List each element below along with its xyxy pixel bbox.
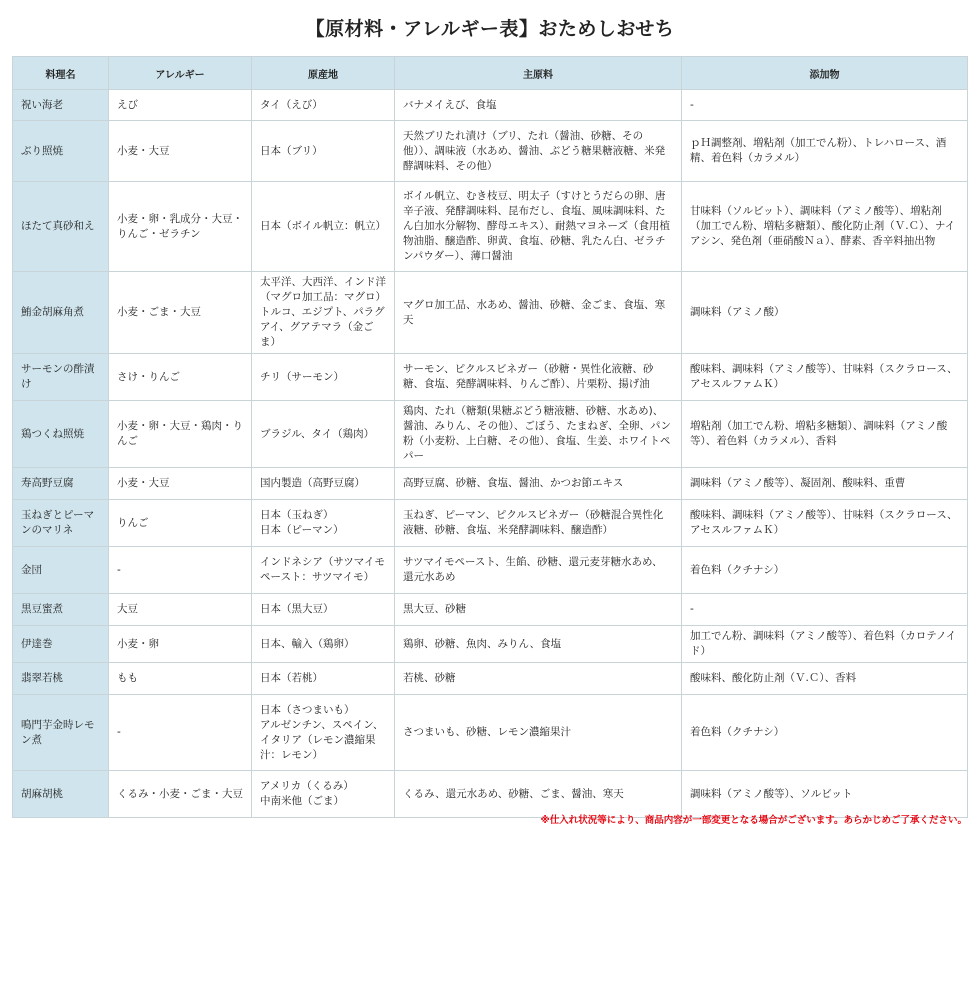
allergy-cell: - (109, 547, 252, 594)
table-row (13, 626, 968, 663)
ingredients-cell: ボイル帆立、むき枝豆、明太子（すけとうだらの卵、唐辛子液、発酵調味料、昆布だし、食塩、風味調味料、たん白加水分解物、酵母エキス）、耐熱マヨネーズ（食用植物油脂、醸造酢、卵黄、食塩、砂糖、乳たん白、ゼラチンパウダー）、薄口醤油 (395, 182, 682, 272)
header-allergy: アレルギー (109, 57, 252, 90)
ingredients-cell: くるみ、還元水あめ、砂糖、ごま、醤油、寒天 (395, 771, 682, 818)
additives-cell: 増粘剤（加工でん粉、増粘多糖類）、調味料（アミノ酸等）、着色料（カラメル）、香料 (682, 401, 968, 468)
dish-name-cell: 鳴門芋金時レモン煮 (13, 695, 109, 771)
allergen-table (12, 56, 968, 818)
additives-cell: 着色料（クチナシ） (682, 547, 968, 594)
ingredients-cell: 玉ねぎ、ピーマン、ピクルスビネガー（砂糖混合異性化液糖、砂糖、食塩、米発酵調味料、醸造酢） (395, 500, 682, 547)
allergy-cell: 小麦・大豆 (109, 468, 252, 500)
additives-cell: ｐＨ調整剤、増粘剤（加工でん粉）、トレハロース、酒精、着色料（カラメル） (682, 121, 968, 182)
allergy-cell: えび (109, 90, 252, 121)
additives-cell: 調味料（アミノ酸） (682, 272, 968, 354)
table-row (13, 90, 968, 121)
allergy-cell: くるみ・小麦・ごま・大豆 (109, 771, 252, 818)
ingredients-cell: サツマイモペースト、生餡、砂糖、還元麦芽糖水あめ、還元水あめ (395, 547, 682, 594)
dish-name-cell: サーモンの酢漬け (13, 354, 109, 401)
additives-cell: 酸味料、調味料（アミノ酸等）、甘味料（スクラロース、アセスルファムＫ） (682, 500, 968, 547)
additives-cell: - (682, 90, 968, 121)
header-origin: 原産地 (252, 57, 395, 90)
additives-cell: 着色料（クチナシ） (682, 695, 968, 771)
table-row (13, 401, 968, 468)
dish-name-cell: ほたて真砂和え (13, 182, 109, 272)
dish-name-cell: 伊達巻 (13, 626, 109, 663)
dish-name-cell: 胡麻胡桃 (13, 771, 109, 818)
dish-name-cell: 翡翠若桃 (13, 663, 109, 695)
allergy-cell: 小麦・卵 (109, 626, 252, 663)
table-row (13, 121, 968, 182)
ingredients-cell: 鶏卵、砂糖、魚肉、みりん、食塩 (395, 626, 682, 663)
origin-cell: 日本（さつまいも） アルゼンチン、スペイン、イタリア（レモン濃縮果汁：レモン） (252, 695, 395, 771)
dish-name-cell: 鮪金胡麻角煮 (13, 272, 109, 354)
origin-cell: 日本、輸入（鶏卵） (252, 626, 395, 663)
origin-cell: 日本（若桃） (252, 663, 395, 695)
table-row (13, 468, 968, 500)
ingredients-cell: さつまいも、砂糖、レモン濃縮果汁 (395, 695, 682, 771)
table-row (13, 500, 968, 547)
dish-name-cell: ぶり照焼 (13, 121, 109, 182)
dish-name-cell: 黒豆蜜煮 (13, 594, 109, 626)
ingredients-cell: バナメイえび、食塩 (395, 90, 682, 121)
table-row (13, 695, 968, 771)
ingredients-cell: 黒大豆、砂糖 (395, 594, 682, 626)
allergy-cell: もも (109, 663, 252, 695)
dish-name-cell: 寿高野豆腐 (13, 468, 109, 500)
allergy-cell: - (109, 695, 252, 771)
dish-name-cell: 祝い海老 (13, 90, 109, 121)
table-row (13, 272, 968, 354)
additives-cell: 甘味料（ソルビット）、調味料（アミノ酸等）、増粘剤（加工でん粉、増粘多糖類）、酸化防止剤（Ｖ.Ｃ）、ナイアシン、発色剤（亜硝酸Ｎａ）、酵素、香辛料抽出物 (682, 182, 968, 272)
table-row (13, 182, 968, 272)
header-additives: 添加物 (682, 57, 968, 90)
additives-cell: 加工でん粉、調味料（アミノ酸等）、着色料（カロテノイド） (682, 626, 968, 663)
allergy-cell: 小麦・ごま・大豆 (109, 272, 252, 354)
table-header-row (13, 57, 968, 90)
header-dish-name: 料理名 (13, 57, 109, 90)
header-ingredients: 主原料 (395, 57, 682, 90)
origin-cell: 日本（ボイル帆立：帆立） (252, 182, 395, 272)
dish-name-cell: 鶏つくね照焼 (13, 401, 109, 468)
allergy-cell: さけ・りんご (109, 354, 252, 401)
origin-cell: チリ（サーモン） (252, 354, 395, 401)
origin-cell: タイ（えび） (252, 90, 395, 121)
table-row (13, 663, 968, 695)
table-row (13, 354, 968, 401)
origin-cell: 太平洋、大西洋、インド洋（マグロ加工品：マグロ）トルコ、エジプト、パラグアイ、グアテマラ（金ごま） (252, 272, 395, 354)
ingredients-cell: 若桃、砂糖 (395, 663, 682, 695)
additives-cell: 調味料（アミノ酸等）、凝固剤、酸味料、重曹 (682, 468, 968, 500)
additives-cell: - (682, 594, 968, 626)
additives-cell: 酸味料、調味料（アミノ酸等）、甘味料（スクラロース、アセスルファムＫ） (682, 354, 968, 401)
origin-cell: 日本（黒大豆） (252, 594, 395, 626)
allergy-cell: りんご (109, 500, 252, 547)
origin-cell: 国内製造（高野豆腐） (252, 468, 395, 500)
additives-cell: 酸味料、酸化防止剤（Ｖ.Ｃ）、香料 (682, 663, 968, 695)
table-row (13, 594, 968, 626)
origin-cell: インドネシア（サツマイモペースト：サツマイモ） (252, 547, 395, 594)
ingredients-cell: 鶏肉、たれ（糖類(果糖ぶどう糖液糖、砂糖、水あめ)、醤油、みりん、その他）、ごぼう、たまねぎ、全卵、パン粉（小麦粉、上白糖、その他）、食塩、生姜、ホワイトペパー (395, 401, 682, 468)
ingredients-cell: マグロ加工品、水あめ、醤油、砂糖、金ごま、食塩、寒天 (395, 272, 682, 354)
origin-cell: ブラジル、タイ（鶏肉） (252, 401, 395, 468)
allergy-cell: 小麦・卵・大豆・鶏肉・りんご (109, 401, 252, 468)
disclaimer-note: ※仕入れ状況等により、商品内容が一部変更となる場合がございます。あらかじめご了承ください。 (540, 815, 967, 826)
additives-cell: 調味料（アミノ酸等）、ソルビット (682, 771, 968, 818)
ingredients-cell: 天然ブリたれ漬け（ブリ、たれ（醤油、砂糖、その他））、調味液（水あめ、醤油、ぶどう糖果糖液糖、米発酵調味料、その他） (395, 121, 682, 182)
origin-cell: 日本（ブリ） (252, 121, 395, 182)
allergy-cell: 小麦・大豆 (109, 121, 252, 182)
allergy-cell: 大豆 (109, 594, 252, 626)
dish-name-cell: 玉ねぎとピーマンのマリネ (13, 500, 109, 547)
origin-cell: アメリカ（くるみ） 中南米他（ごま） (252, 771, 395, 818)
table-row (13, 771, 968, 818)
ingredients-cell: サーモン、ピクルスビネガー（砂糖・異性化液糖、砂糖、食塩、発酵調味料、りんご酢）、片栗粉、揚げ油 (395, 354, 682, 401)
dish-name-cell: 金団 (13, 547, 109, 594)
table-row (13, 547, 968, 594)
ingredients-cell: 高野豆腐、砂糖、食塩、醤油、かつお節エキス (395, 468, 682, 500)
allergy-cell: 小麦・卵・乳成分・大豆・りんご・ゼラチン (109, 182, 252, 272)
origin-cell: 日本（玉ねぎ） 日本（ピーマン） (252, 500, 395, 547)
page-title: 【原材料・アレルギー表】おためしおせち (305, 18, 675, 40)
